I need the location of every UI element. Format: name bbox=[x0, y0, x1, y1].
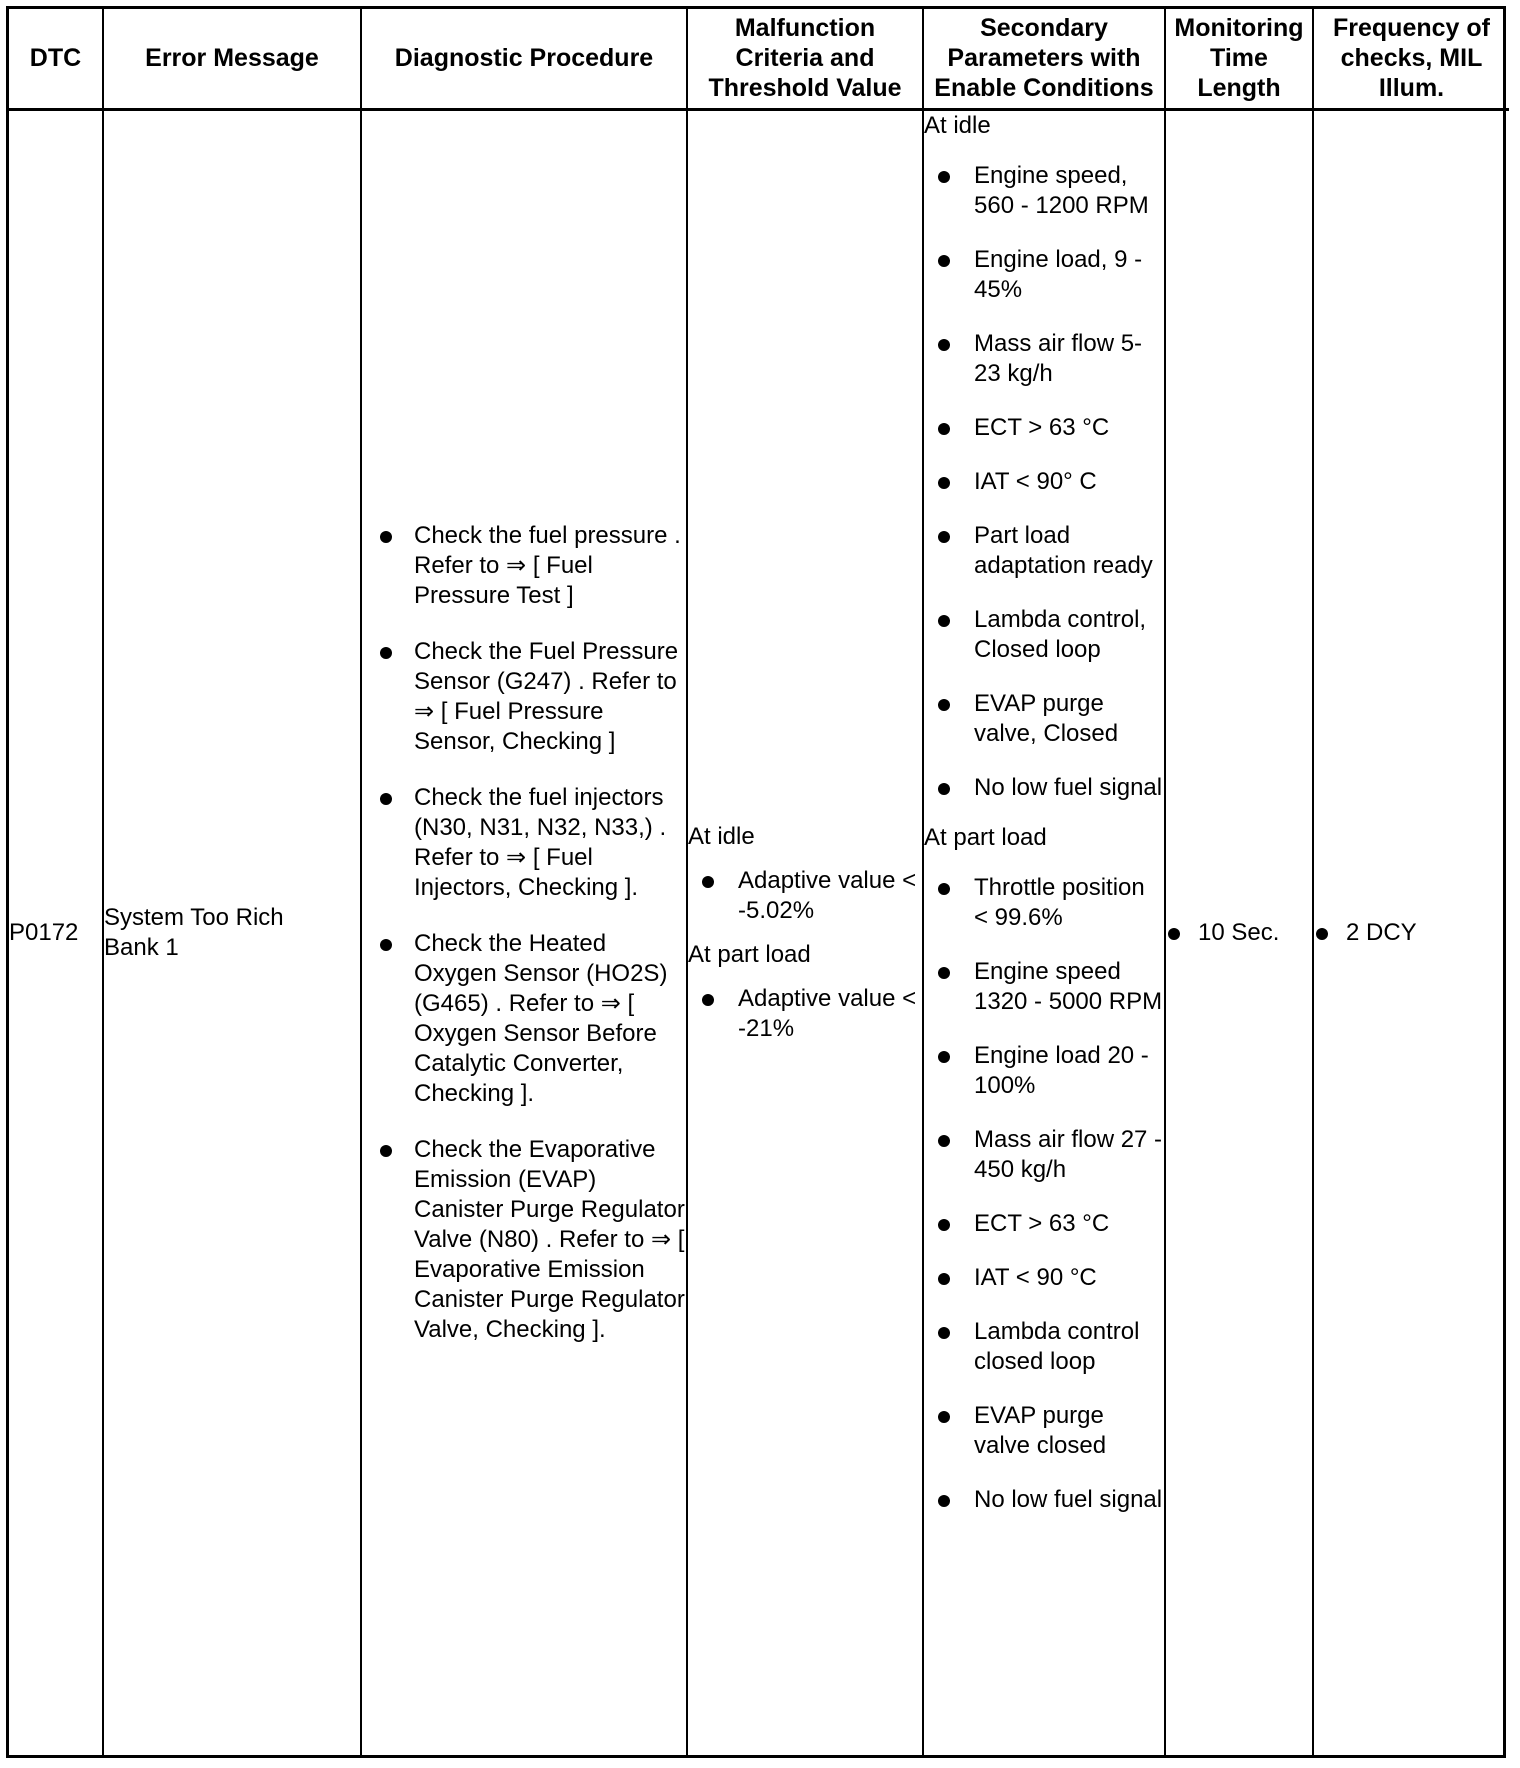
bullet-icon bbox=[380, 793, 392, 805]
procedure-item bbox=[362, 929, 686, 1109]
bullet-icon bbox=[938, 255, 950, 267]
parameter-text: IAT < 90° C bbox=[974, 467, 1097, 495]
parameter-item bbox=[924, 413, 1164, 443]
header-secondary-parameters: Secondary Parameters with Enable Conditions bbox=[923, 9, 1165, 109]
parameter-text: Mass air flow 5-23 kg/h bbox=[974, 329, 1143, 387]
bullet-icon bbox=[702, 994, 714, 1006]
procedure-item bbox=[362, 1135, 686, 1345]
parameter-text: No low fuel signal bbox=[974, 1485, 1163, 1513]
bullet-icon bbox=[938, 615, 950, 627]
monitoring-time-value: 10 Sec. bbox=[1198, 918, 1280, 946]
header-dtc: DTC bbox=[9, 9, 103, 109]
procedure-list bbox=[362, 521, 686, 1345]
bullet-icon bbox=[938, 1411, 950, 1423]
bullet-icon bbox=[938, 1327, 950, 1339]
bullet-icon bbox=[938, 423, 950, 435]
parameter-item bbox=[924, 1263, 1164, 1293]
parameter-text: Part load adaptation ready bbox=[974, 521, 1153, 579]
criteria-text: Adaptive value < -5.02% bbox=[738, 866, 917, 924]
parameter-text: Lambda control closed loop bbox=[974, 1317, 1140, 1375]
parameter-item bbox=[924, 329, 1164, 389]
error-message: System Too Rich Bank 1 bbox=[104, 903, 284, 961]
bullet-icon bbox=[380, 939, 392, 951]
parameter-item bbox=[924, 873, 1164, 933]
header-malfunction-criteria: Malfunction Criteria and Threshold Value bbox=[687, 9, 923, 109]
monitoring-time-cell bbox=[1165, 109, 1313, 1755]
parameter-item bbox=[924, 467, 1164, 497]
bullet-icon bbox=[938, 1273, 950, 1285]
parameter-text: Engine load, 9 - 45% bbox=[974, 245, 1143, 303]
procedure-text: Check the Heated Oxygen Sensor (HO2S) (G465) . Refer to ⇒ [ Oxygen Sensor Before Catalytic Converter, Checking ]. bbox=[414, 929, 668, 1107]
criteria-text: Adaptive value < -21% bbox=[738, 984, 917, 1042]
bullet-icon bbox=[938, 171, 950, 183]
dtc-code: P0172 bbox=[9, 918, 79, 946]
header-row bbox=[9, 9, 1509, 109]
header-monitoring-time: Monitoring Time Length bbox=[1165, 9, 1313, 109]
criteria-item bbox=[688, 984, 922, 1044]
procedure-text: Check the Evaporative Emission (EVAP) Canister Purge Regulator Valve (N80) . Refer to ⇒ [ Evaporative Emission Canister Purge Regulator Valve, Checking ]. bbox=[414, 1135, 685, 1343]
parameter-item bbox=[924, 1041, 1164, 1101]
parameter-text: Lambda control, Closed loop bbox=[974, 605, 1147, 663]
parameter-item bbox=[924, 161, 1164, 221]
bullet-icon bbox=[380, 647, 392, 659]
bullet-icon bbox=[380, 531, 392, 543]
bullet-icon bbox=[938, 967, 950, 979]
procedure-text: Check the fuel injectors (N30, N31, N32, N33,) . Refer to ⇒ [ Fuel Injectors, Checking ]. bbox=[414, 783, 667, 901]
parameter-item bbox=[924, 773, 1164, 803]
parameter-text: IAT < 90 °C bbox=[974, 1263, 1097, 1291]
parameter-text: Mass air flow 27 - 450 kg/h bbox=[974, 1125, 1163, 1183]
header-frequency: Frequency of checks, MIL Illum. bbox=[1313, 9, 1509, 109]
dtc-table bbox=[9, 9, 1509, 1755]
procedure-text: Check the Fuel Pressure Sensor (G247) . Refer to ⇒ [ Fuel Pressure Sensor, Checking ] bbox=[414, 637, 679, 755]
parameter-item bbox=[924, 245, 1164, 305]
bullet-icon bbox=[938, 1051, 950, 1063]
dtc-table-frame bbox=[6, 6, 1506, 1758]
parameter-text: EVAP purge valve, Closed bbox=[974, 689, 1119, 747]
error-message-cell bbox=[103, 109, 361, 1755]
parameter-text: Engine load 20 - 100% bbox=[974, 1041, 1149, 1099]
parameter-text: Throttle position < 99.6% bbox=[974, 873, 1145, 931]
parameters-idle-list bbox=[924, 161, 1164, 803]
parameter-text: ECT > 63 °C bbox=[974, 1209, 1110, 1237]
criteria-cell bbox=[687, 109, 923, 1755]
parameters-cell bbox=[923, 109, 1165, 1755]
criteria-part-load-list bbox=[688, 984, 922, 1044]
parameter-item bbox=[924, 1485, 1164, 1515]
procedure-item bbox=[362, 637, 686, 757]
frequency-value: 2 DCY bbox=[1346, 918, 1417, 946]
parameter-item bbox=[924, 1125, 1164, 1185]
bullet-icon bbox=[938, 477, 950, 489]
bullet-icon bbox=[938, 531, 950, 543]
header-error-message: Error Message bbox=[103, 9, 361, 109]
bullet-icon bbox=[938, 339, 950, 351]
table-row bbox=[9, 109, 1509, 1755]
parameter-text: EVAP purge valve closed bbox=[974, 1401, 1107, 1459]
parameters-part-load-label: At part load bbox=[924, 823, 1047, 851]
bullet-icon bbox=[938, 783, 950, 795]
criteria-idle-label: At idle bbox=[688, 822, 755, 850]
criteria-idle-list bbox=[688, 866, 922, 926]
parameter-text: Engine speed 1320 - 5000 RPM bbox=[974, 957, 1163, 1015]
bullet-icon bbox=[938, 883, 950, 895]
bullet-icon bbox=[938, 699, 950, 711]
bullet-icon bbox=[1168, 928, 1180, 940]
parameter-text: ECT > 63 °C bbox=[974, 413, 1110, 441]
parameter-item bbox=[924, 1209, 1164, 1239]
parameter-item bbox=[924, 1317, 1164, 1377]
procedure-item bbox=[362, 521, 686, 611]
parameters-idle-label: At idle bbox=[924, 111, 991, 139]
bullet-icon bbox=[938, 1219, 950, 1231]
bullet-icon bbox=[1316, 928, 1328, 940]
frequency-cell bbox=[1313, 109, 1509, 1755]
parameter-text: No low fuel signal bbox=[974, 773, 1163, 801]
bullet-icon bbox=[702, 876, 714, 888]
parameter-item bbox=[924, 689, 1164, 749]
criteria-item bbox=[688, 866, 922, 926]
parameter-item bbox=[924, 957, 1164, 1017]
parameter-item bbox=[924, 521, 1164, 581]
procedure-cell bbox=[361, 109, 687, 1755]
procedure-item bbox=[362, 783, 686, 903]
header-diagnostic-procedure: Diagnostic Procedure bbox=[361, 9, 687, 109]
monitoring-time-item bbox=[1166, 918, 1312, 948]
criteria-part-load-label: At part load bbox=[688, 940, 811, 968]
parameters-part-load-list bbox=[924, 873, 1164, 1515]
bullet-icon bbox=[938, 1135, 950, 1147]
frequency-item bbox=[1314, 918, 1509, 948]
bullet-icon bbox=[380, 1145, 392, 1157]
parameter-item bbox=[924, 1401, 1164, 1461]
bullet-icon bbox=[938, 1495, 950, 1507]
dtc-code-cell bbox=[9, 109, 103, 1755]
procedure-text: Check the fuel pressure . Refer to ⇒ [ Fuel Pressure Test ] bbox=[414, 521, 681, 609]
parameter-text: Engine speed, 560 - 1200 RPM bbox=[974, 161, 1149, 219]
parameter-item bbox=[924, 605, 1164, 665]
